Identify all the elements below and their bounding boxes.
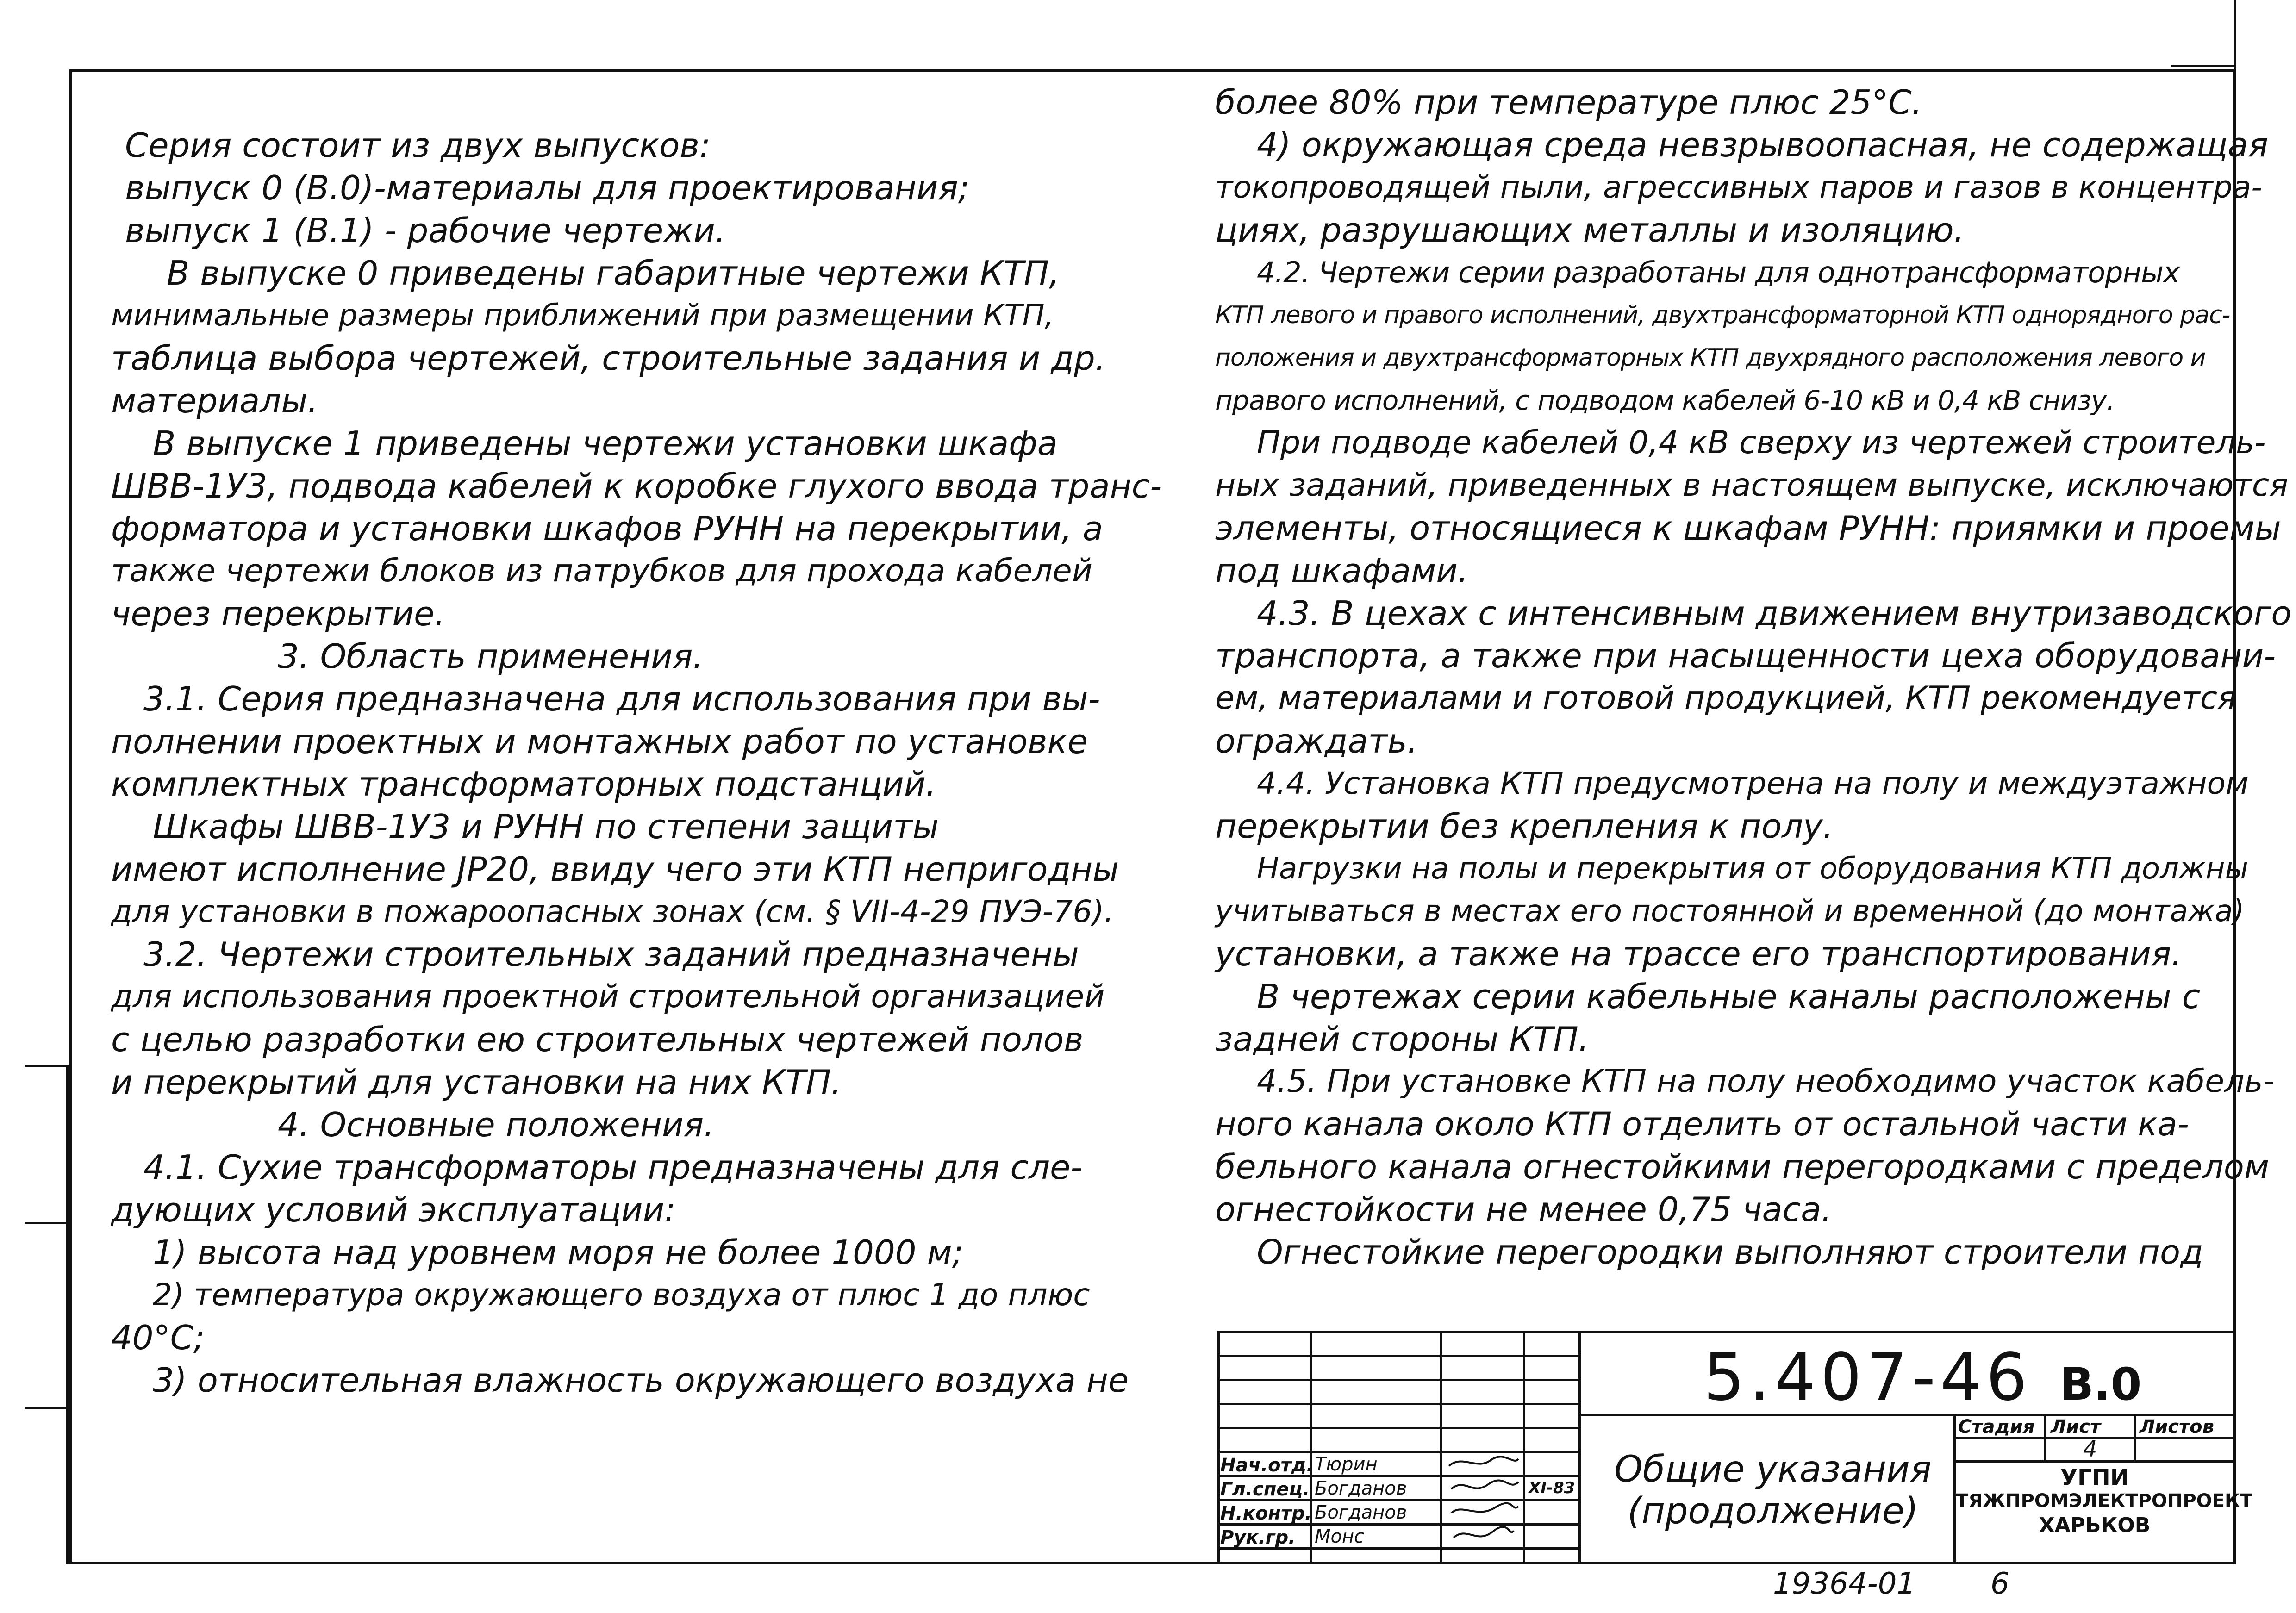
text-line: 40°С; [111, 1318, 205, 1357]
role-head-of-dept: Нач.отд. [1220, 1455, 1314, 1476]
text-line: бельного канала огнестойкими перегородками с пределом [1215, 1147, 2270, 1186]
sheet-number: 4 [2083, 1436, 2097, 1462]
text-line: 4) окружающая среда невзрывоопасная, не содержащая [1257, 125, 2268, 164]
text-line: ограждать. [1215, 722, 1418, 760]
document-code: 5.407-46 [1703, 1340, 2032, 1415]
text-line: форматора и установки шкафов РУНН на перекрытии, а [111, 509, 1103, 548]
text-line: 3) относительная влажность окружающего воздуха не [153, 1361, 1129, 1400]
title-block [1217, 1331, 2252, 1564]
text-line: выпуск 1 (В.1) - рабочие чертежи. [125, 211, 726, 250]
text-line: элементы, относящиеся к шкафам РУНН: приямки и проемы [1215, 509, 2281, 548]
text-line: 3.2. Чертежи строительных заданий предназначены [144, 935, 1079, 974]
text-line: огнестойкости не менее 0,75 часа. [1215, 1190, 1832, 1229]
section-heading: 4. Основные положения. [278, 1105, 714, 1144]
text-line: дующих условий эксплуатации: [111, 1190, 676, 1229]
binding-strip [25, 1065, 67, 1564]
text-line: и перекрытий для установки на них КТП. [111, 1063, 842, 1102]
org-line2: ТЯЖПРОМЭЛЕКТРОПРОЕКТ [1956, 1490, 2252, 1512]
sheet-title-line2: (продолжение) [1627, 1490, 1919, 1532]
text-line: токопроводящей пыли, агрессивных паров и газов в концентра- [1215, 169, 2262, 205]
left-text-column [111, 124, 1162, 1401]
page-number: 6 [1990, 1567, 2009, 1601]
text-line: более 80% при температуре плюс 25°С. [1215, 83, 1922, 122]
text-line: 1) высота над уровнем моря не более 1000 м; [153, 1233, 964, 1272]
name-head-of-dept: Тюрин [1315, 1454, 1378, 1475]
text-line: 4.1. Сухие трансформаторы предназначены для сле- [144, 1148, 1083, 1187]
right-text-column [1215, 81, 2292, 1273]
text-line: Шкафы ШВВ-1У3 и РУНН по степени защиты [153, 807, 939, 846]
text-line: учитываться в местах его постоянной и временной (до монтажа) [1215, 894, 2245, 928]
text-line: Огнестойкие перегородки выполняют строители под [1257, 1233, 2203, 1271]
stage-label: Стадия [1958, 1416, 2035, 1438]
text-line: через перекрытие. [111, 594, 445, 633]
signatures-icon [1444, 1452, 1523, 1551]
text-line: таблица выбора чертежей, строительные задания и др. [111, 339, 1106, 378]
text-line: положения и двухтрансформаторных КТП двухрядного расположения левого и [1215, 344, 2206, 372]
text-line: В чертежах серии кабельные каналы расположены с [1257, 977, 2201, 1016]
text-line: для использования проектной строительной организацией [111, 978, 1105, 1015]
text-line: минимальные размеры приближений при размещении КТП, [111, 299, 1054, 333]
text-line: ШВВ-1У3, подвода кабелей к коробке глухого ввода транс- [111, 467, 1162, 505]
text-line: для установки в пожароопасных зонах (см. § VII-4-29 ПУЭ-76). [111, 894, 1114, 929]
date-stamp: XI-83 [1529, 1479, 1575, 1497]
text-line: При подводе кабелей 0,4 кВ сверху из чертежей строитель- [1257, 424, 2266, 461]
text-line: 4.5. При установке КТП на полу необходимо участок кабель- [1257, 1063, 2275, 1100]
text-line: 4.3. В цехах с интенсивным движением внутризаводского [1257, 594, 2292, 633]
name-chief-specialist: Богданов [1315, 1478, 1407, 1499]
text-line: перекрытии без крепления к полу. [1215, 807, 1834, 846]
text-line: транспорта, а также при насыщенности цеха оборудовани- [1215, 636, 2276, 675]
text-line: имеют исполнение ЈР20, ввиду чего эти КТП непригодны [111, 850, 1119, 889]
text-line: 3.1. Серия предназначена для использования при вы- [144, 679, 1100, 718]
text-line: 4.2. Чертежи серии разработаны для однотрансформаторных [1257, 255, 2180, 289]
text-line: правого исполнений, с подводом кабелей 6-10 кВ и 0,4 кВ снизу. [1215, 385, 2115, 416]
text-line: комплектных трансформаторных подстанций. [111, 765, 936, 803]
text-line: ем, материалами и готовой продукцией, КТП рекомендуется [1215, 680, 2237, 716]
text-line: ных заданий, приведенных в настоящем выпуске, исключаются [1215, 467, 2289, 504]
name-group-leader: Монс [1315, 1526, 1365, 1547]
text-line: задней стороны КТП. [1215, 1020, 1589, 1059]
corner-mark-horizontal [2171, 65, 2236, 67]
sheets-label: Листов [2140, 1416, 2214, 1438]
text-line: Серия состоит из двух выпусков: [125, 126, 711, 165]
org-line3: ХАРЬКОВ [2039, 1513, 2151, 1537]
text-line: материалы. [111, 381, 318, 420]
text-line: В выпуске 0 приведены габаритные чертежи КТП, [167, 254, 1060, 293]
text-line: выпуск 0 (В.0)-материалы для проектирования; [125, 168, 970, 207]
role-norm-control: Н.контр. [1220, 1503, 1312, 1524]
text-line: установки, а также на трассе его транспортирования. [1215, 934, 2182, 973]
text-line: 2) температура окружающего воздуха от плюс 1 до плюс [153, 1277, 1090, 1313]
text-line: КТП левого и правого исполнений, двухтрансформаторной КТП однорядного рас- [1215, 301, 2230, 329]
role-group-leader: Рук.гр. [1220, 1527, 1296, 1548]
role-chief-specialist: Гл.спец. [1220, 1479, 1310, 1500]
sheet-title-line1: Общие указания [1614, 1449, 1932, 1490]
text-line: с целью разработки ею строительных чертежей полов [111, 1020, 1084, 1059]
text-line: полнении проектных и монтажных работ по установке [111, 722, 1088, 761]
org-line1: УГПИ [2060, 1465, 2129, 1491]
inventory-number: 19364-01 [1773, 1567, 1916, 1601]
text-line: Нагрузки на полы и перекрытия от оборудования КТП должны [1257, 852, 2248, 886]
volume-label: В.0 [2060, 1358, 2142, 1410]
corner-mark [2234, 0, 2236, 69]
text-line: ного канала около КТП отделить от остальной части ка- [1215, 1105, 2189, 1143]
text-line: В выпуске 1 приведены чертежи установки шкафа [153, 424, 1058, 463]
sheet-label: Лист [2051, 1416, 2101, 1438]
text-line: под шкафами. [1215, 551, 1468, 590]
name-norm-control: Богданов [1315, 1502, 1407, 1523]
text-line: циях, разрушающих металлы и изоляцию. [1215, 211, 1965, 249]
text-line: также чертежи блоков из патрубков для прохода кабелей [111, 553, 1092, 589]
section-heading: 3. Область применения. [278, 637, 704, 676]
text-line: 4.4. Установка КТП предусмотрена на полу и междуэтажном [1257, 766, 2249, 801]
